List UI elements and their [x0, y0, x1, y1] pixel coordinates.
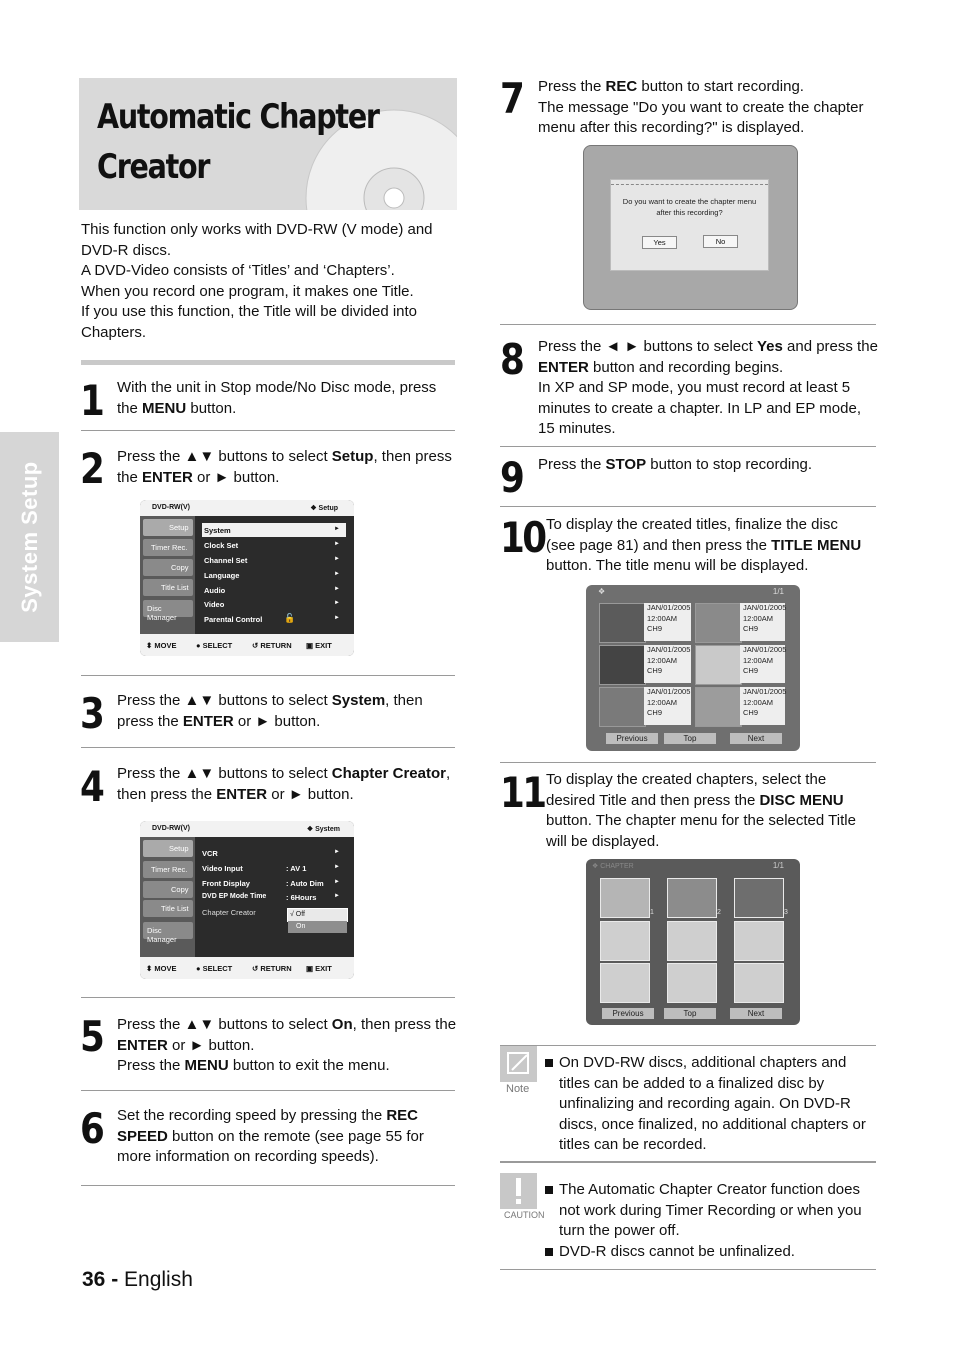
text: : AV 1	[286, 864, 307, 873]
text: button to stop recording.	[646, 456, 813, 473]
text: MOVE	[154, 641, 177, 650]
return-hint: ↺ RETURN	[252, 641, 292, 650]
text: SELECT	[202, 964, 233, 973]
text: SPEED	[117, 1127, 168, 1145]
text: Audio	[204, 586, 226, 595]
text: SELECT	[202, 641, 233, 650]
text: ENTER	[117, 1036, 168, 1054]
text: JAN/01/2005	[647, 687, 691, 696]
step-number: 8	[500, 335, 523, 384]
text: button.	[186, 399, 237, 417]
move-hint: ⬍ MOVE	[146, 641, 177, 650]
menu-row: Parental Control 🔓 ►	[204, 613, 340, 624]
intro-line: If you use this function, the Title will be divided into	[81, 303, 418, 321]
text: 12:00AM CH9	[743, 655, 774, 675]
page-indicator: 1/1	[772, 587, 784, 596]
return-hint: ↺ RETURN	[252, 964, 292, 973]
title-thumbnail[interactable]	[695, 687, 742, 727]
text: Set the recording speed by pressing the	[117, 1107, 387, 1124]
text: System	[331, 692, 386, 709]
title-info	[644, 645, 691, 683]
menu-header	[140, 821, 354, 837]
previous-button[interactable]: Previous	[606, 733, 658, 744]
text: 12:00AM CH9	[743, 613, 774, 633]
text: Press the ▲▼ buttons to select	[117, 692, 332, 709]
menu-footer	[140, 634, 354, 656]
menu-header: ❖ CHAPTER	[592, 863, 634, 870]
move-hint: ⬍ MOVE	[146, 964, 177, 973]
text: press the	[117, 712, 183, 730]
menu-sidebar	[140, 837, 195, 957]
caution-label: CAUTION	[504, 1210, 545, 1220]
title-thumbnail[interactable]	[695, 603, 742, 643]
text: REC	[605, 78, 638, 95]
menu-row: Video ►	[204, 600, 340, 609]
text: 12:00AM CH9	[647, 613, 678, 633]
step-4-text	[117, 764, 462, 805]
text: Timer Rec.	[151, 543, 188, 552]
menu-row: Audio ►	[204, 586, 340, 595]
text: not work during Timer Recording or when you	[559, 1201, 862, 1219]
intro-line: A DVD-Video consists of ‘Titles’ and ‘Chapters’.	[81, 262, 395, 280]
system-menu-screen	[140, 821, 354, 979]
text: ENTER	[182, 712, 234, 730]
text: button and recording begins.	[588, 358, 784, 376]
note-label: Note	[506, 1083, 530, 1095]
menu-row: VCR ►	[202, 849, 340, 858]
lock-icon: 🔓	[284, 613, 296, 623]
text: Copy	[171, 563, 189, 572]
step-number: 4	[80, 762, 103, 811]
text: , then press the	[352, 1016, 457, 1033]
text: Press the ▲▼ buttons to select	[117, 1016, 332, 1033]
menu-section: ❖ Setup	[310, 505, 338, 512]
text: Language	[204, 571, 240, 580]
text: the	[117, 399, 143, 417]
intro-line: This function only works with DVD-RW (V mode) and	[81, 221, 433, 238]
title-banner	[79, 78, 457, 210]
text: Press the	[538, 456, 606, 473]
divider	[81, 360, 455, 365]
text: Yes	[756, 338, 783, 355]
text: On DVD-RW discs, additional chapters and	[559, 1054, 847, 1071]
chapter-slot	[600, 921, 650, 961]
caution-item	[543, 1180, 878, 1242]
text: JAN/01/2005	[647, 645, 691, 654]
text: titles can be added to a finalized disc by	[559, 1074, 825, 1092]
yes-button[interactable]: Yes	[642, 236, 677, 249]
text: Title List	[161, 904, 189, 913]
text: menu after this recording?" is displayed.	[538, 119, 805, 136]
text: JAN/01/2005	[647, 603, 691, 612]
text: button. The chapter menu for the selected Title	[546, 812, 856, 829]
text: will be displayed.	[546, 832, 660, 850]
text: DVD EP Mode Time	[202, 893, 267, 900]
text: then press the	[117, 785, 217, 803]
sidebar-item-copy	[143, 881, 193, 898]
exit-hint: ▣ EXIT	[306, 641, 332, 650]
step-number: 11	[500, 768, 545, 817]
menu-row: Language ►	[204, 571, 340, 580]
step-7-text	[538, 77, 878, 139]
text: desired Title and then press the	[546, 791, 760, 809]
step-9-text	[538, 455, 878, 476]
step-number: 10	[500, 513, 545, 562]
text: MOVE	[154, 964, 177, 973]
chapter-slot	[600, 963, 650, 1003]
text: Press the ▲▼ buttons to select	[117, 448, 332, 465]
menu-row: DVD EP Mode Time : 6Hours ►	[202, 893, 340, 902]
text: √ Off	[290, 911, 305, 918]
top-button[interactable]: Top	[664, 733, 716, 744]
step-number: 2	[80, 444, 103, 493]
sidebar-item-setup	[143, 840, 193, 857]
text: JAN/01/2005	[743, 687, 787, 696]
text: minutes to create a chapter. In LP and EP mode,	[538, 399, 861, 417]
text: The Automatic Chapter Creator function does	[559, 1181, 860, 1198]
intro-text	[81, 220, 451, 344]
text: button to exit the menu.	[228, 1057, 390, 1074]
title-info	[740, 603, 785, 641]
step-2-text	[117, 447, 457, 488]
note-icon	[500, 1046, 537, 1082]
text: Channel Set	[204, 556, 248, 565]
text: , then press	[373, 448, 452, 465]
menu-row-selected: System ►	[202, 523, 346, 537]
step-11-text	[546, 770, 876, 852]
text: turn the power off.	[559, 1222, 680, 1239]
select-hint: ● SELECT	[196, 964, 233, 973]
text: VCR	[202, 849, 218, 858]
text: DISC MENU	[759, 791, 844, 809]
menu-row: Front Display : Auto Dim ►	[202, 879, 340, 888]
text: 12:00AM CH9	[647, 655, 678, 675]
page-footer	[82, 1268, 193, 1292]
option-on	[288, 921, 347, 933]
divider	[500, 1045, 876, 1046]
text: Disc Manager	[147, 604, 177, 622]
text: DVD-R discs cannot be unfinalized.	[559, 1242, 795, 1260]
note-text	[543, 1053, 878, 1156]
text: TITLE MENU	[771, 536, 862, 554]
text: : Auto Dim	[286, 879, 324, 888]
text: ,	[446, 765, 451, 782]
text: Video	[204, 600, 225, 609]
step-number: 5	[80, 1012, 103, 1061]
page-number: 36 -	[82, 1268, 119, 1291]
intro-line: DVD-R discs.	[81, 241, 172, 259]
text: The message "Do you want to create the chapter	[538, 98, 864, 116]
step-number: 3	[80, 689, 103, 738]
text: 12:00AM CH9	[743, 697, 774, 717]
text: and press the	[782, 338, 878, 355]
text: In XP and SP mode, you must record at least 5	[538, 379, 851, 396]
section-tab-label: System Setup	[16, 461, 42, 613]
next-button[interactable]: Next	[730, 1008, 782, 1019]
dialog-box	[610, 179, 769, 271]
section-tab	[0, 432, 59, 642]
text: RETURN	[260, 641, 292, 650]
text: Setup	[169, 844, 189, 853]
divider	[81, 747, 455, 748]
sidebar-item-setup	[143, 519, 193, 536]
text: Press the ▲▼ buttons to select	[117, 765, 332, 782]
previous-button[interactable]: Previous	[602, 1008, 654, 1019]
title-menu-screen	[586, 585, 800, 751]
text: System	[204, 526, 231, 535]
text: Video Input	[202, 864, 243, 873]
text: 12:00AM CH9	[647, 697, 678, 717]
exit-hint: ▣ EXIT	[306, 964, 332, 973]
chapter-thumbnail[interactable]	[667, 878, 717, 918]
note-item	[543, 1053, 878, 1156]
page-indicator: 1/1	[772, 861, 784, 870]
option-off	[287, 908, 348, 922]
text: EXIT	[315, 964, 332, 973]
text: Parental Control	[204, 615, 263, 624]
text: Chapter Creator	[331, 765, 446, 782]
text: Press the ◄ ► buttons to select	[538, 338, 757, 355]
text: or ► button.	[167, 1036, 255, 1054]
divider	[81, 675, 455, 676]
text: Title List	[161, 583, 189, 592]
chapter-slot	[734, 921, 784, 961]
text: With the unit in Stop mode/No Disc mode, press	[117, 379, 437, 396]
divider	[81, 1185, 455, 1186]
title-thumbnail[interactable]	[599, 645, 646, 685]
text: ENTER	[142, 468, 193, 486]
divider	[500, 506, 876, 507]
text: MENU	[184, 1057, 229, 1074]
text: after this recording?	[656, 208, 723, 217]
title-info	[740, 687, 785, 725]
step-3-text	[117, 691, 457, 732]
chapter-number: 2	[717, 909, 721, 916]
text: Press the	[117, 1057, 185, 1074]
text: Timer Rec.	[151, 865, 188, 874]
title-line2: Creator	[97, 147, 210, 187]
step-8-text	[538, 337, 883, 440]
menu-sidebar	[140, 516, 195, 634]
sidebar-item-timer	[143, 861, 193, 878]
chapter-thumbnail[interactable]	[600, 878, 650, 918]
menu-section: ❖ System	[306, 826, 340, 833]
dialog-message	[611, 196, 768, 218]
menu-row: Clock Set ►	[204, 541, 340, 550]
sidebar-item-title-list	[143, 579, 193, 596]
text: (see page 81) and then press the	[546, 536, 772, 554]
intro-line: When you record one program, it makes one Title.	[81, 282, 414, 300]
divider	[81, 997, 455, 998]
text: JAN/01/2005	[743, 603, 787, 612]
text: Clock Set	[204, 541, 239, 550]
title-thumbnail[interactable]	[695, 645, 742, 685]
text: Front Display	[202, 879, 250, 888]
text: unfinalizing and recording again. On DVD-R	[559, 1095, 851, 1112]
text: the	[117, 468, 143, 486]
intro-line: Chapters.	[81, 323, 147, 341]
title-info	[644, 687, 691, 725]
text: button. The title menu will be displayed.	[546, 557, 809, 574]
chapter-slot	[667, 963, 717, 1003]
step-number: 1	[80, 376, 103, 425]
menu-row: Video Input : AV 1 ►	[202, 864, 340, 873]
text: STOP	[605, 456, 647, 473]
text: ENTER	[538, 358, 589, 376]
text: On	[296, 923, 306, 930]
chapter-slot	[667, 921, 717, 961]
text: To display the created chapters, select the	[546, 771, 827, 788]
text: JAN/01/2005	[743, 645, 787, 654]
next-button[interactable]: Next	[730, 733, 782, 744]
menu-footer	[140, 957, 354, 979]
text: : 6Hours	[286, 893, 317, 902]
text: or ► button.	[267, 785, 354, 803]
menu-row: Channel Set ►	[204, 556, 340, 565]
language-label: English	[124, 1268, 193, 1291]
divider	[500, 446, 876, 447]
chapter-number: 3	[784, 909, 788, 916]
text: 15 minutes.	[538, 420, 616, 437]
step-1-text	[117, 378, 457, 419]
menu-disc-type: DVD-RW(V)	[152, 825, 190, 832]
no-button[interactable]: No	[703, 235, 738, 248]
top-button[interactable]: Top	[664, 1008, 716, 1019]
text: To display the created titles, finalize the disc	[546, 516, 838, 533]
sidebar-item-copy	[143, 559, 193, 576]
text: Setup	[331, 448, 374, 465]
text: RETURN	[260, 964, 292, 973]
step-number: 6	[80, 1104, 103, 1153]
divider	[500, 1269, 876, 1270]
step-10-text	[546, 515, 876, 577]
caution-text	[543, 1180, 878, 1262]
chapter-number: 1	[650, 909, 654, 916]
text: On	[331, 1016, 353, 1033]
text: , then	[385, 692, 423, 709]
text: EXIT	[315, 641, 332, 650]
text: Do you want to create the chapter menu	[622, 197, 757, 206]
chapter-menu-screen	[586, 859, 800, 1025]
step-5-text	[117, 1015, 462, 1077]
divider	[500, 762, 876, 763]
step-number: 9	[500, 453, 523, 502]
text: titles can be recorded.	[559, 1136, 707, 1153]
divider	[81, 430, 455, 431]
title-thumbnail[interactable]	[599, 687, 646, 727]
divider	[500, 1161, 876, 1163]
text: ENTER	[216, 785, 268, 803]
step-6-text	[117, 1106, 462, 1168]
menu-icon: ❖	[598, 587, 606, 596]
sidebar-item-disc-manager	[143, 600, 193, 622]
text: Chapter Creator	[202, 908, 256, 917]
text: Setup	[169, 523, 189, 532]
text: more information on recording speeds).	[117, 1148, 379, 1165]
text: or ► button.	[192, 468, 280, 486]
text: button on the remote (see page 55 for	[167, 1127, 424, 1145]
select-hint: ● SELECT	[196, 641, 233, 650]
title-line1: Automatic Chapter	[97, 97, 379, 137]
title-info	[740, 645, 785, 683]
sidebar-item-disc-manager	[143, 922, 193, 944]
divider	[81, 1090, 455, 1091]
sidebar-item-title-list	[143, 900, 193, 917]
caution-icon	[500, 1173, 537, 1209]
setup-menu-screen	[140, 500, 354, 656]
menu-header	[140, 500, 354, 516]
tv-screen	[583, 145, 798, 310]
text: Press the	[538, 78, 606, 95]
title-info	[644, 603, 691, 641]
divider	[500, 324, 876, 325]
sidebar-item-timer	[143, 539, 193, 556]
text: REC	[386, 1107, 419, 1124]
caution-item	[543, 1242, 878, 1263]
chapter-thumbnail[interactable]	[734, 878, 784, 918]
text: Copy	[171, 885, 189, 894]
menu-disc-type: DVD-RW(V)	[152, 504, 190, 511]
step-number: 7	[500, 74, 523, 123]
chapter-slot	[734, 963, 784, 1003]
text: MENU	[142, 399, 187, 417]
text: button to start recording.	[637, 78, 804, 95]
title-thumbnail[interactable]	[599, 603, 646, 643]
page-title	[97, 92, 450, 192]
text: discs, once finalized, no additional chapters or	[559, 1115, 866, 1133]
text: Disc Manager	[147, 926, 177, 944]
text: or ► button.	[233, 712, 321, 730]
